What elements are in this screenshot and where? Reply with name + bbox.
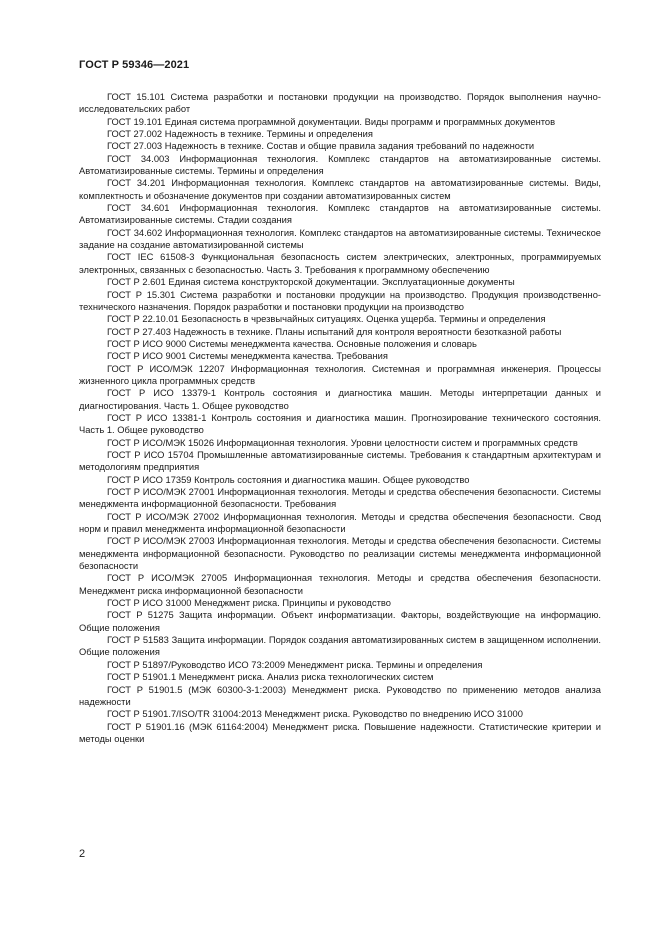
reference-item: ГОСТ 15.101 Система разработки и постановки продукции на производство. Порядок выполнения научно-исследовательских работ [79, 92, 601, 115]
reference-item: ГОСТ 34.003 Информационная технология. Комплекс стандартов на автоматизированные системы. Автоматизированные системы. Термины и определения [79, 153, 601, 177]
document-header: ГОСТ Р 59346—2021 [79, 59, 190, 71]
reference-item: ГОСТ Р ИСО 15704 Промышленные автоматизированные системы. Требования к стандартным архитектурам и методологиям предприятия [79, 449, 601, 473]
reference-item: ГОСТ Р ИСО/МЭК 27002 Информационная технология. Методы и средства обеспечения безопасности. Свод норм и правил менеджмента информационной безопасности [79, 511, 601, 535]
reference-item: ГОСТ Р 51901.1 Менеджмент риска. Анализ риска технологических систем [107, 672, 434, 683]
reference-item: ГОСТ 27.003 Надежность в технике. Состав и общие правила задания требований по надежности [107, 141, 535, 152]
normative-references-list [79, 91, 601, 745]
reference-item: ГОСТ Р 51901.5 (МЭК 60300-3-1:2003) Менеджмент риска. Руководство по применению методов анализа надежности [79, 684, 601, 707]
reference-item: ГОСТ Р 22.10.01 Безопасность в чрезвычайных ситуациях. Оценка ущерба. Термины и определения [107, 314, 546, 325]
reference-item: ГОСТ IEC 61508-3 Функциональная безопасность систем электрических, электронных, программируемых электронных, связанных с безопасностью. Часть 3. Требования к программному обеспечению [79, 252, 601, 275]
reference-item: ГОСТ Р ИСО 13379-1 Контроль состояния и диагностика машин. Методы интерпретации данных и диагностирования. Часть 1. Общее руководство [79, 388, 601, 411]
reference-item: ГОСТ Р ИСО/МЭК 12207 Информационная технология. Системная и программная инженерия. Процессы жизненного цикла программных средств [79, 363, 601, 386]
reference-item: ГОСТ Р 51275 Защита информации. Объект информатизации. Факторы, воздействующие на информацию. Общие положения [79, 610, 601, 633]
reference-item: ГОСТ 34.602 Информационная технология. Комплекс стандартов на автоматизированные системы. Техническое задание на создание автоматизированной системы [79, 227, 601, 251]
reference-item: ГОСТ Р ИСО/МЭК 27003 Информационная технология. Методы и средства обеспечения безопасности. Системы менеджмента информационной безопасности. Руководство по реализации системы менеджмента информационной безопасности [79, 536, 601, 572]
reference-item: ГОСТ Р ИСО 17359 Контроль состояния и диагностика машин. Общее руководство [107, 474, 470, 485]
reference-item: ГОСТ Р ИСО 9001 Системы менеджмента качества. Требования [107, 351, 388, 362]
reference-item: ГОСТ Р ИСО/МЭК 27001 Информационная технология. Методы и средства обеспечения безопасности. Системы менеджмента информационной безопасности. Требования [79, 487, 601, 510]
reference-item: ГОСТ 27.002 Надежность в технике. Термины и определения [107, 129, 373, 140]
reference-item: ГОСТ 19.101 Единая система программной документации. Виды программ и программных документов [107, 116, 556, 127]
reference-item: ГОСТ Р ИСО 9000 Системы менеджмента качества. Основные положения и словарь [107, 338, 477, 349]
reference-item: ГОСТ Р 51901.7/ISO/TR 31004:2013 Менеджмент риска. Руководство по внедрению ИСО 31000 [107, 709, 523, 720]
reference-item: ГОСТ Р ИСО/МЭК 15026 Информационная технология. Уровни целостности систем и программных средств [107, 437, 578, 448]
reference-item: ГОСТ Р 2.601 Единая система конструкторской документации. Эксплуатационные документы [107, 277, 515, 288]
reference-item: ГОСТ Р 27.403 Надежность в технике. Планы испытаний для контроля вероятности безотказной работы [107, 326, 562, 337]
reference-item: ГОСТ Р 15.301 Система разработки и постановки продукции на производство. Продукция производственно-технического назначения. Порядок разработки и постановки продукции на производство [79, 289, 601, 312]
reference-item: ГОСТ 34.201 Информационная технология. Комплекс стандартов на автоматизированные системы. Виды, комплектность и обозначение документов при создании автоматизированных систем [79, 178, 601, 201]
reference-item: ГОСТ Р 51583 Защита информации. Порядок создания автоматизированных систем в защищенном исполнении. Общие положения [79, 635, 601, 658]
reference-item: ГОСТ Р ИСО 13381-1 Контроль состояния и диагностика машин. Прогнозирование технического состояния. Часть 1. Общее руководство [79, 412, 601, 436]
page-number: 2 [79, 848, 86, 860]
reference-item: ГОСТ Р 51901.16 (МЭК 61164:2004) Менеджмент риска. Повышение надежности. Статистические критерии и методы оценки [79, 721, 601, 744]
reference-item: ГОСТ Р 51897/Руководство ИСО 73:2009 Менеджмент риска. Термины и определения [107, 659, 483, 670]
reference-item: ГОСТ 34.601 Информационная технология. Комплекс стандартов на автоматизированные системы. Автоматизированные системы. Стадии создания [79, 203, 601, 226]
reference-item: ГОСТ Р ИСО/МЭК 27005 Информационная технология. Методы и средства обеспечения безопасности. Менеджмент риска информационной безопасности [79, 573, 601, 596]
reference-item: ГОСТ Р ИСО 31000 Менеджмент риска. Принципы и руководство [107, 598, 391, 609]
